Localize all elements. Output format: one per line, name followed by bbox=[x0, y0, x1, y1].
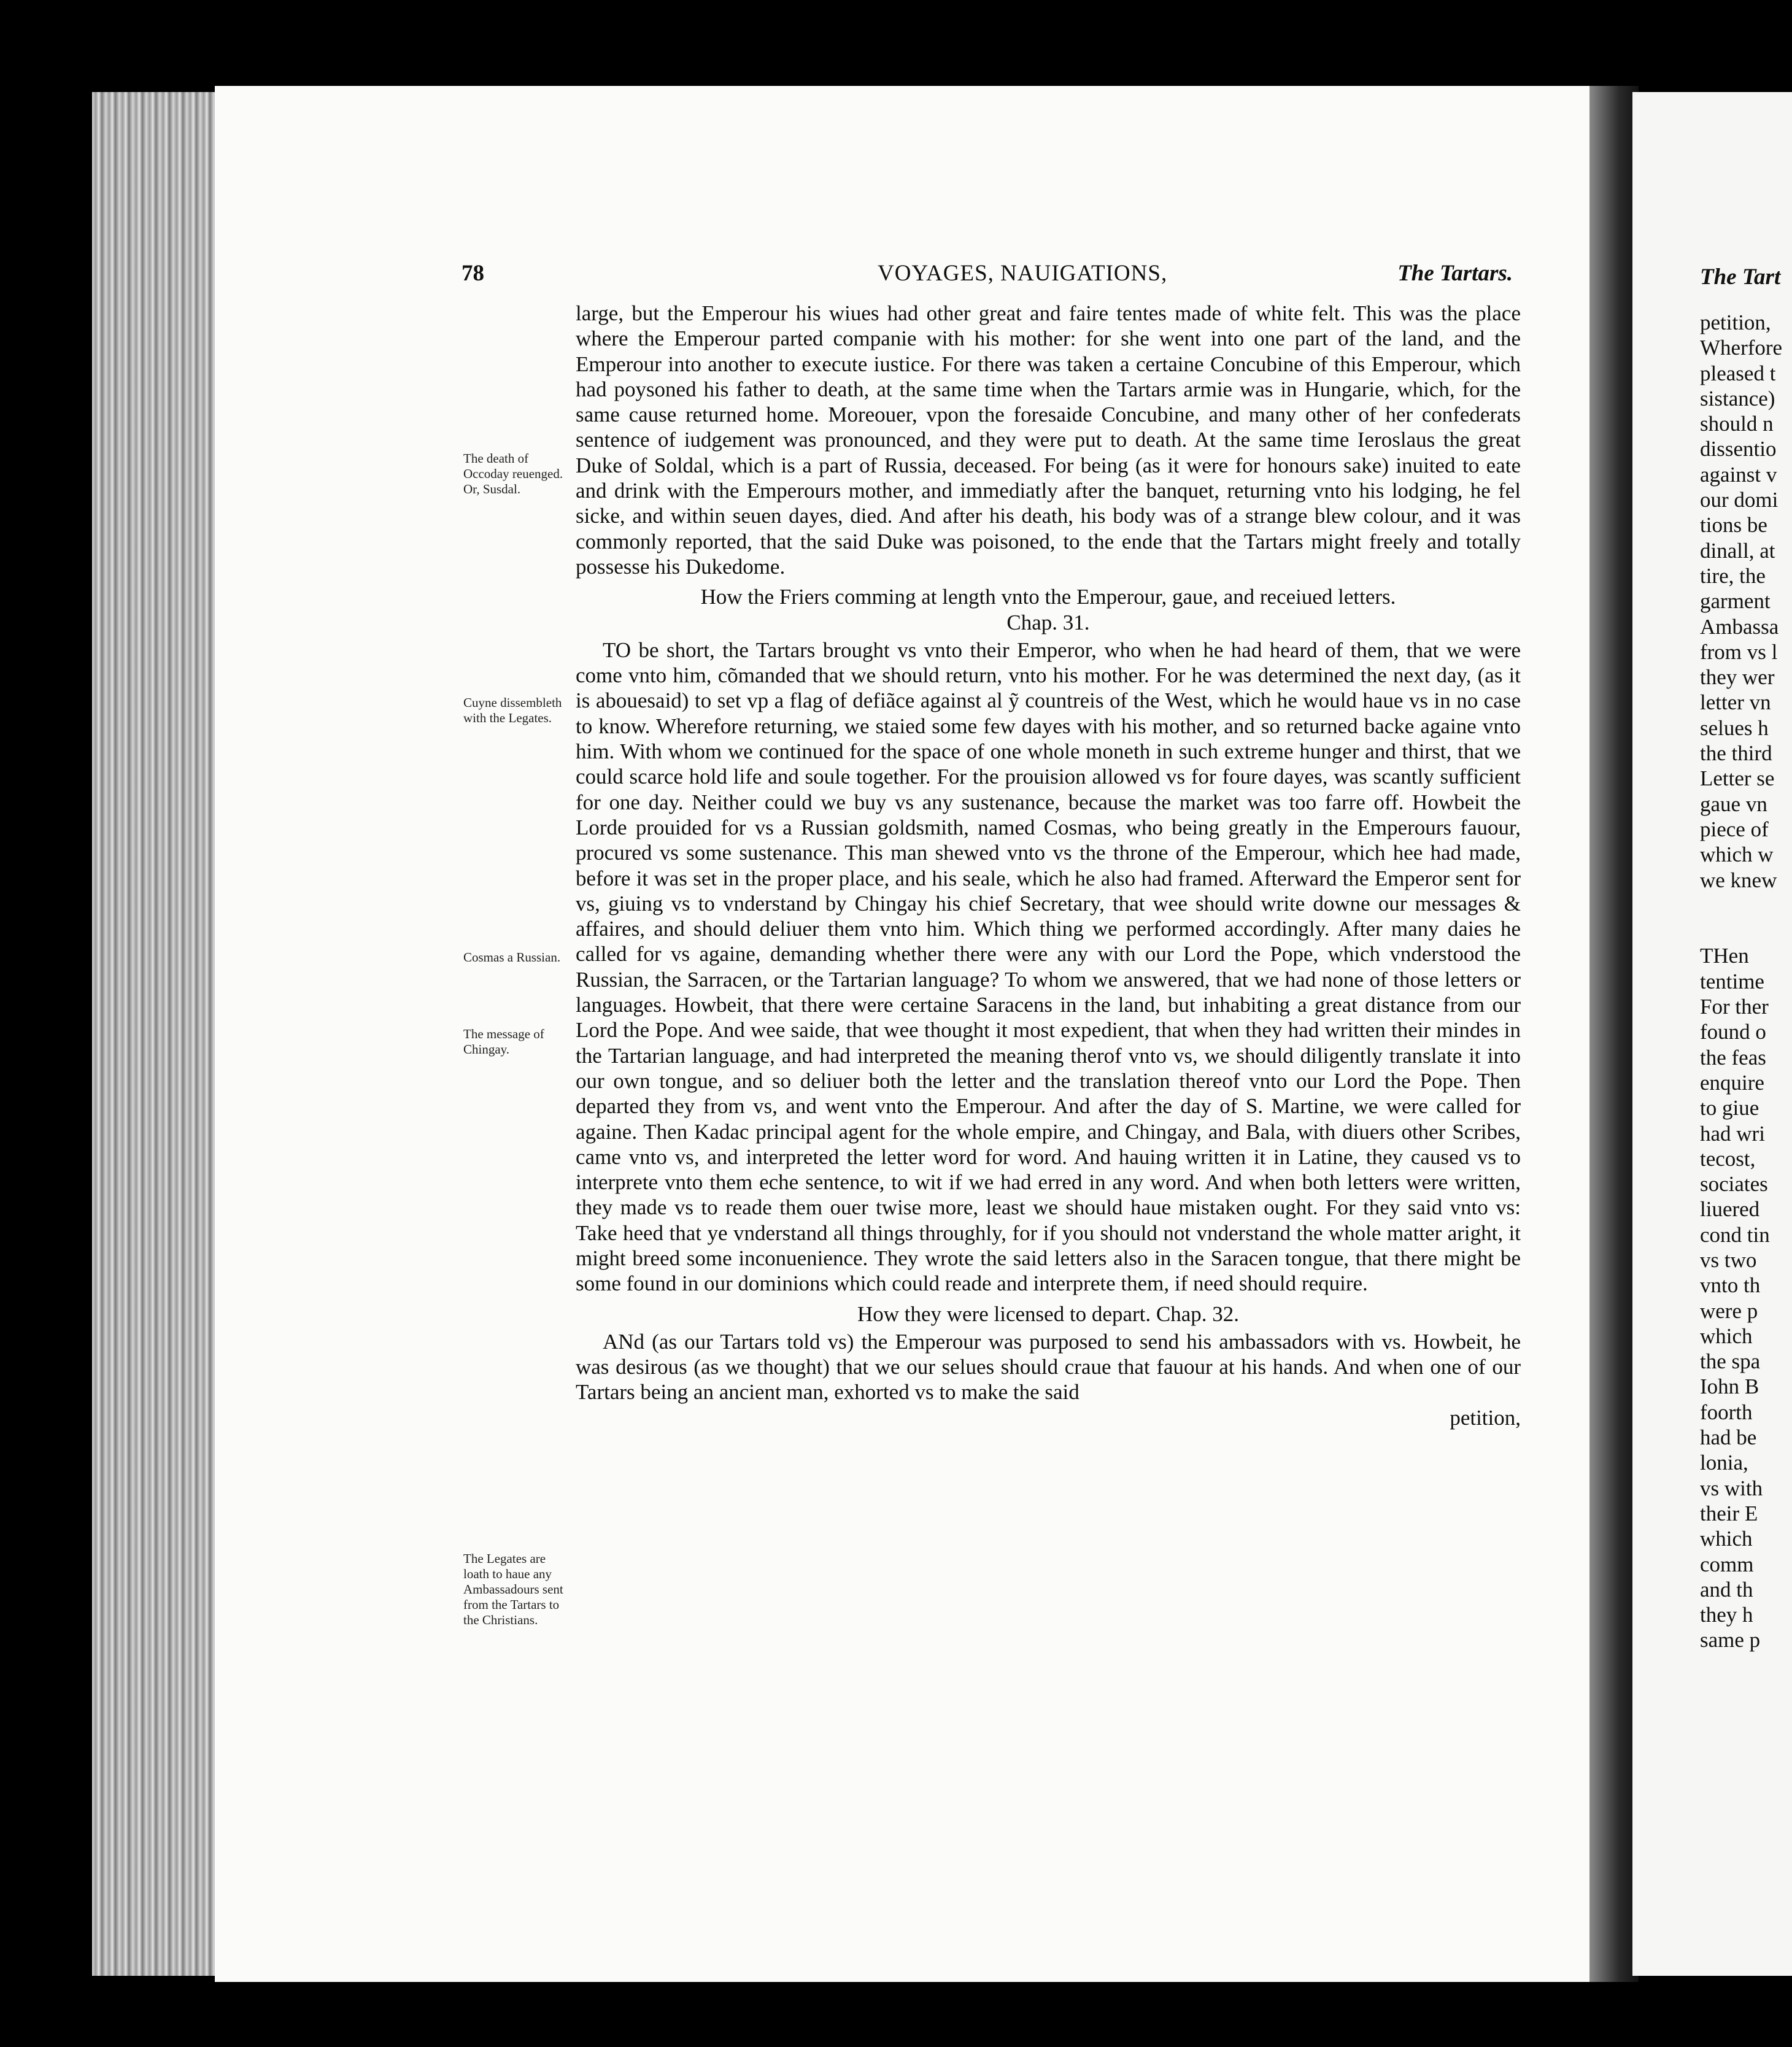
book-page-edges bbox=[92, 92, 233, 1976]
facing-page-line: which w bbox=[1700, 842, 1774, 867]
book-gutter bbox=[1589, 86, 1639, 1982]
facing-page-line: petition, bbox=[1700, 310, 1771, 334]
catchword: petition, bbox=[1450, 1405, 1521, 1430]
facing-page-line: found o bbox=[1700, 1020, 1766, 1044]
facing-page-line: tentime bbox=[1700, 969, 1764, 993]
margin-note: The death of Occoday reuenged. Or, Susdal. bbox=[463, 451, 563, 496]
facing-page-line: from vs l bbox=[1700, 639, 1778, 664]
facing-page-line: foorth bbox=[1700, 1400, 1753, 1424]
facing-page-line: which bbox=[1700, 1527, 1753, 1551]
facing-page-line: should n bbox=[1700, 412, 1774, 436]
facing-page-line: to giue bbox=[1700, 1096, 1759, 1120]
facing-page-line: letter vn bbox=[1700, 690, 1771, 715]
facing-page-line: their E bbox=[1700, 1501, 1758, 1525]
facing-page-line: For ther bbox=[1700, 995, 1769, 1019]
facing-page-line: dissentio bbox=[1700, 437, 1777, 461]
facing-page-line: the feas bbox=[1700, 1045, 1766, 1070]
facing-page-line: gaue vn bbox=[1700, 792, 1767, 816]
facing-page-line: vs with bbox=[1700, 1476, 1763, 1500]
facing-page-line: our domi bbox=[1700, 488, 1778, 512]
chapter-heading-text: How they were licensed to depart. bbox=[857, 1301, 1151, 1326]
facing-page-line: sistance) bbox=[1700, 386, 1775, 411]
facing-page-line: garment bbox=[1700, 589, 1771, 614]
chapter-heading bbox=[576, 584, 1521, 635]
facing-page-header: The Tart bbox=[1700, 264, 1781, 290]
margin-note: The Legates are loath to haue any Ambassadours sent from the Tartars to the Christians. bbox=[463, 1551, 563, 1627]
facing-page-line: which bbox=[1700, 1324, 1753, 1348]
page-number: 78 bbox=[462, 261, 484, 286]
facing-page-line: comm bbox=[1700, 1552, 1754, 1576]
facing-page-line: pleased t bbox=[1700, 361, 1776, 385]
facing-page-line: Iohn B bbox=[1700, 1374, 1759, 1399]
facing-page-line: sociates bbox=[1700, 1172, 1768, 1197]
chapter-number: Chap. 32. bbox=[1156, 1301, 1240, 1326]
paragraph: ANd (as our Tartars told vs) the Emperour was purposed to send his ambassadors with vs. Howbeit, he was desirous (as we thought) that we our selues should craue that fauour at his hands. And when one of our Tartars being an ancient man, exhorted vs to make the said bbox=[576, 1329, 1521, 1405]
running-title: VOYAGES, NAUIGATIONS, bbox=[878, 261, 1168, 286]
chapter-heading bbox=[576, 1301, 1521, 1327]
facing-page-line: they h bbox=[1700, 1603, 1753, 1627]
facing-page-line: THen bbox=[1700, 944, 1749, 968]
facing-page-line: Letter se bbox=[1700, 766, 1775, 791]
facing-page-line: they wer bbox=[1700, 665, 1775, 690]
main-text bbox=[576, 301, 1521, 1430]
facing-page-line: tecost, bbox=[1700, 1146, 1756, 1171]
margin-note: Cuyne dissembleth with the Legates. bbox=[463, 695, 562, 725]
facing-page-line: Wherfore bbox=[1700, 336, 1783, 360]
facing-page-line: tire, the bbox=[1700, 563, 1766, 588]
facing-page-line bbox=[1700, 918, 1792, 943]
facing-page-text bbox=[1700, 310, 1792, 1653]
margin-note: Cosmas a Russian. bbox=[463, 950, 561, 965]
facing-page-line: had wri bbox=[1700, 1121, 1765, 1146]
facing-page-line: the spa bbox=[1700, 1349, 1761, 1374]
facing-page-line: vs two bbox=[1700, 1247, 1757, 1272]
facing-page-line: against v bbox=[1700, 462, 1777, 487]
margin-note: The message of Chingay. bbox=[463, 1027, 544, 1057]
facing-page-line: the third bbox=[1700, 741, 1772, 766]
facing-page-line: we knew bbox=[1700, 868, 1777, 892]
chapter-number: Chap. 31. bbox=[1006, 610, 1090, 634]
facing-page-line bbox=[1700, 893, 1792, 918]
facing-page-line: dinall, at bbox=[1700, 538, 1775, 563]
facing-page-line: had be bbox=[1700, 1425, 1757, 1450]
facing-page-line: same p bbox=[1700, 1628, 1761, 1652]
facing-page-line: tions be bbox=[1700, 513, 1767, 538]
facing-page bbox=[1632, 92, 1792, 1976]
facing-page-line: and th bbox=[1700, 1577, 1753, 1602]
facing-page-line: piece of bbox=[1700, 817, 1769, 841]
facing-page-line: selues h bbox=[1700, 715, 1769, 740]
facing-page-line: lonia, bbox=[1700, 1451, 1748, 1475]
facing-page-line: vnto th bbox=[1700, 1273, 1761, 1298]
paragraph: TO be short, the Tartars brought vs vnto their Emperor, who when he had heard of them, that we were come vnto him, cõmanded that we should return, vnto his mother. For he was determined the next day, (as it is abouesaid) to set vp a flag of defiãce against al ỹ countreis of the West, which he would haue vs in no case to know. Wherefore returning, we staied some few dayes with his mother, and so returned backe againe vnto him. With whom we continued for the space of one whole moneth in such extreme hunger and thirst, that we could scarce hold life and soule together. For the prouision allowed vs for foure dayes, was scantly sufficient for one day. Neither could we buy vs any sustenance, because the market was too farre off. Howbeit the Lorde prouided for vs a Russian goldsmith, named Cosmas, who being greatly in the Emperours fauour, procured vs some sustenance. This man shewed vnto vs the throne of the Emperour, which hee had made, before it was set in the proper place, and his seale, which he also had framed. Afterward the Emperor sent for vs, giuing vs to vnderstand by Chingay his chief Secretary, that wee should write downe our messages & affaires, and should deliuer them vnto him. Which thing we performed accordingly. After many daies he called for vs againe, demanding whether there were any with our Lord the Pope, which vnderstood the Russian, the Sarracen, or the Tartarian language? To whom we answered, that we had none of those letters or languages. Howbeit, that there were certaine Saracens in the land, but inhabiting a great distance from our Lord the Pope. And wee saide, that wee thought it most expedient, that when they had written their mindes in the Tartarian language, and had interpreted the meaning therof vnto vs, we should diligently translate it into our own tongue, and so deliuer both the letter and the translation thereof vnto our Lord the Pope. Then departed they from vs, and went vnto the Emperour. And after the day of S. Martine, we were called for againe. Then Kadac principal agent for the whole empire, and Chingay, and Bala, with diuers other Scribes, came vnto vs, and interpreted the letter word for word. And hauing written it in Latine, they caused vs to interprete vnto them eche sentence, to wit if we had erred in any word. And when both letters were written, they made vs to reade them ouer twise more, least we should haue mistaken ought. For they said vnto vs: Take heed that ye vnderstand all things throughly, for if you should not vnderstand the whole matter aright, it might breed some inconuenience. They wrote the said letters also in the Saracen tongue, that there might be some found in our dominions which could reade and interprete them, if need should require. bbox=[576, 638, 1521, 1296]
paragraph: large, but the Emperour his wiues had other great and faire tentes made of white felt. This was the place where the Emperour parted companie with his mother: for she went into one part of the land, and the Emperour into another to execute iustice. For there was taken a certaine Concubine of this Emperour, which had poysoned his father to death, at the same time when the Tartars armie was in Hungarie, which, for the same cause returned home. Moreouer, vpon the foresaide Concubine, and many other of her confederats sentence of iudgement was pronounced, and they were put to death. At the same time Ieroslaus the great Duke of Soldal, which is a part of Russia, deceased. For being (as it were for honours sake) inuited to eate and drink with the Emperours mother, and immediatly after the banquet, returning vnto his lodging, he fel sicke, and within seuen dayes, died. And after his death, his body was of a strange blew colour, and it was commonly reported, that the said Duke was poisoned, to the ende that the Tartars might freely and totally possesse his Dukedome. bbox=[576, 301, 1521, 579]
chapter-heading-text: How the Friers comming at length vnto the Emperour, gaue, and receiued letters. bbox=[700, 585, 1396, 609]
facing-page-line: were p bbox=[1700, 1298, 1758, 1323]
section-title: The Tartars. bbox=[1397, 261, 1513, 286]
facing-page-line: liuered bbox=[1700, 1197, 1760, 1222]
facing-page-line: Ambassa bbox=[1700, 614, 1779, 639]
facing-page-line: enquire bbox=[1700, 1070, 1764, 1095]
facing-page-line: cond tin bbox=[1700, 1222, 1770, 1247]
